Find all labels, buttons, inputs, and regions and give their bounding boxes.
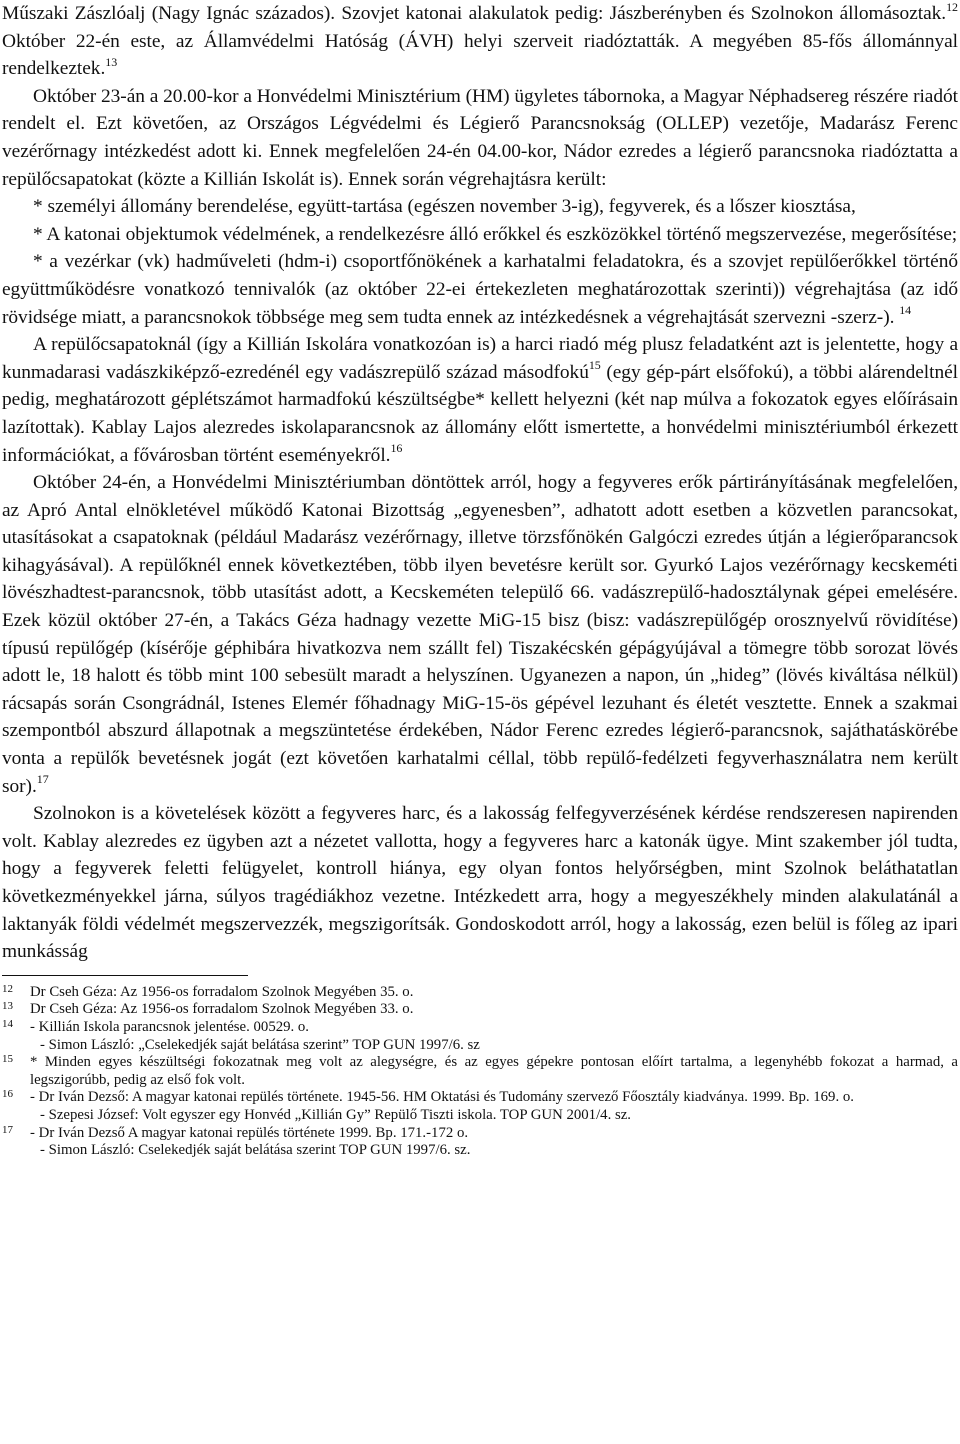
footnote-text: - Simon László: „Cselekedjék saját belátása szerint” TOP GUN 1997/6. sz [40, 1036, 480, 1053]
footnotes [2, 984, 958, 1160]
paragraph-text: Műszaki Zászlóalj (Nagy Ignác százados). Szovjet katonai alakulatok pedig: Jászberényben és Szolnokon állomásoztak. [2, 3, 947, 24]
footnote-number: 15 [2, 1053, 13, 1066]
footnote [2, 1019, 958, 1054]
footnote-number: 17 [2, 1123, 13, 1136]
paragraph [2, 248, 958, 331]
footnote-reference[interactable]: 17 [36, 772, 49, 787]
paragraph [2, 331, 958, 469]
paragraph-text: * A katonai objektumok védelmének, a rendelkezésre álló erőkkel és eszközökkel történő megszervezése, megerősítése; [33, 223, 958, 245]
footnote [2, 1089, 958, 1124]
paragraph [2, 193, 958, 221]
footnote [2, 1054, 958, 1089]
paragraph-text: * személyi állomány berendelése, együtt-tartása (egészen november 3-ig), fegyverek, és a lőszer kiosztása, [33, 196, 856, 218]
footnote-text: - Killián Iskola parancsnok jelentése. 00529. o. [30, 1018, 310, 1035]
footnote [2, 1125, 958, 1160]
footnote-number: 16 [2, 1088, 13, 1101]
footnote-reference[interactable]: 14 [899, 303, 912, 318]
footnote-divider [2, 975, 248, 976]
footnote-text: Dr Cseh Géza: Az 1956-os forradalom Szolnok Megyében 33. o. [30, 1001, 414, 1018]
paragraph-text: Október 22-én este, az Államvédelmi Hatóság (ÁVH) helyi szerveit riadóztatták. A megyében 85-fős állománnyal rendelkeztek. [2, 30, 958, 80]
footnote-reference[interactable]: 12 [946, 0, 958, 14]
paragraph-text: * a vezérkar (vk) hadműveleti (hdm-i) csoportfőnökének a karhatalmi feladatokra, és a szovjet repülőerőkkel történő együttműködésre vonatkozó tennivalók (az október 22-ei értekezleten meghatározottak szerinti)) végrehajtása (az idő rövidsége miatt, a parancsnokok többsége meg sem tudta ennek az intézkedésnek a végrehajtását szervezni -szerz-). [2, 251, 958, 328]
footnote-reference[interactable]: 16 [390, 441, 403, 456]
paragraph [2, 0, 958, 83]
body-text [2, 0, 958, 966]
paragraph-text: Október 23-án a 20.00-kor a Honvédelmi Minisztérium (HM) ügyletes tábornoka, a Magyar Néphadsereg részére riadót rendelt el. Ezt követően, az Országos Légvédelmi és Légierő Parancsnokság (OLLEP) vezetője, Madarász Ferenc vezérőrnagy intézkedést adott ki. Ennek megfelelően 24-én 04.00-kor, Nádor ezredes a légierő parancsnoka riadóztatta a repülőcsapatokat (közte a Killián Iskolát is). Ennek során végrehajtásra került: [2, 85, 958, 190]
paragraph [2, 83, 958, 193]
footnote-number: 13 [2, 1000, 13, 1013]
paragraph-text: A repülőcsapatoknál (így a Killián Iskolára vonatkozóan is) a harci riadó még plusz feladatként azt is jelentette, hogy a kunmadarasi vadászkiképző-ezredénél egy vadászrepülő század másodfokú [2, 334, 958, 383]
footnote-number: 12 [2, 982, 13, 995]
footnote-text: - Simon László: Cselekedjék saját belátása szerint TOP GUN 1997/6. sz. [40, 1142, 471, 1159]
footnote-number: 14 [2, 1017, 13, 1030]
paragraph [2, 469, 958, 800]
paragraph-text: Szolnokon is a követelések között a fegyveres harc, és a lakosság felfegyverzésének kérdése rendszeresen napirenden volt. Kablay alezredes ez ügyben azt a nézetet vallotta, hogy a fegyveres harc a katonák ügye. Mint szakember jól tudta, hogy a fegyverek feletti felügyelet, kontroll hiánya, egy olyan fontos helyőrségben, mint Szolnok beláthatatlan következményekkel járna, súlyos tragédiákhoz vezetne. Intézkedett arra, hogy a megyeszékhely minden alakulatánál a laktanyák földi védelmét megszervezzék, megszigorítsák. Gondoskodott arról, hogy a lakosság, ezen belül is főleg az ipari munkásság [2, 803, 958, 963]
footnote [2, 1001, 958, 1019]
footnote-text: Dr Cseh Géza: Az 1956-os forradalom Szolnok Megyében 35. o. [30, 983, 414, 1000]
footnote-reference[interactable]: 15 [588, 358, 601, 373]
footnote-text: * Minden egyes készültségi fokozatnak meg volt az alegységre, és az egyes gépekre pontosan előírt tartalma, a legenyhébb fokozat a harmad, a legszigorúbb, pedig az első fok volt. [30, 1054, 958, 1088]
footnote-text: - Dr Iván Dezső: A magyar katonai repülés története. 1945-56. HM Oktatási és Tudomány szervező Főosztály kiadványa. 1999. Bp. 169. o. [30, 1089, 854, 1106]
paragraph-text: Október 24-én, a Honvédelmi Minisztériumban döntöttek arról, hogy a fegyveres erők pártirányításának megfelelően, az Apró Antal elnökletével működő Katonai Bizottság „egyenesben”, adhatott adott esetben a közvetlen parancsokat, utasításokat a csapatoknak (például Madarász vezérőrnagy, illetve törzsfőnökén Galgóczi ezredes útján a légierőparancsok kihagyásával). A repülőknél ennek következtében, több ilyen bevetésre került sor. Gyurkó Lajos vezérőrnagy kecskeméti lövészhadtest-parancsnok, több utasítást adott, a Kecskeméten települő 66. vadászrepülő-hadosztálynak gépei emelésére. Ezek közül október 27-én, a Takács Géza hadnagy vezette MiG-15 bisz (bisz: vadászrepülőgép orosznyelvű rövidítése) típusú repülőgép (kísérője géphibára hivatkozva nem szállt fel) Tiszakécskén gépágyújával a tömegre több sorozat lövés adott le, 18 halott és több mint 100 sebesült maradt a helyszínen. Ugyanezen a napon, ún „hideg” (lövés kiváltása nélkül) rácsapás során Csongrádnál, Istenes Elemér főhadnagy MiG-15-ös gépével lezuhant és életét vesztette. Ennek a szakmai szempontból abszurd állapotnak a megszüntetése érdekében, Nádor Ferenc ezredes légierő-parancsnok, sajáthatáskörébe vonta a repülők bevetésnek jogát (ezt követően karhatalmi céllal, több repülő-fedélzeti fegyverhasználatra nem került sor). [2, 472, 958, 797]
footnote-text: - Dr Iván Dezső A magyar katonai repülés története 1999. Bp. 171.-172 o. [30, 1124, 469, 1141]
footnote-reference[interactable]: 13 [105, 54, 118, 69]
paragraph [2, 221, 958, 249]
footnote-text: - Szepesi József: Volt egyszer egy Honvéd „Killián Gy” Repülő Tiszti iskola. TOP GUN 2001/4. sz. [40, 1106, 632, 1123]
footnote [2, 984, 958, 1002]
paragraph [2, 800, 958, 966]
paragraph-text: (egy gép-párt elsőfokú), a többi alárendeltnél pedig, meghatározott géplétszámot harmadfokú készültségbe* kellett helyezni (két nap múlva a fokozatok egyes előírásain lazítottak). Kablay Lajos alezredes iskolaparancsnok az állomány előtt ismertette, a honvédelmi minisztériumból érkezett információkat, a fővárosban történt eseményekről. [2, 361, 958, 466]
